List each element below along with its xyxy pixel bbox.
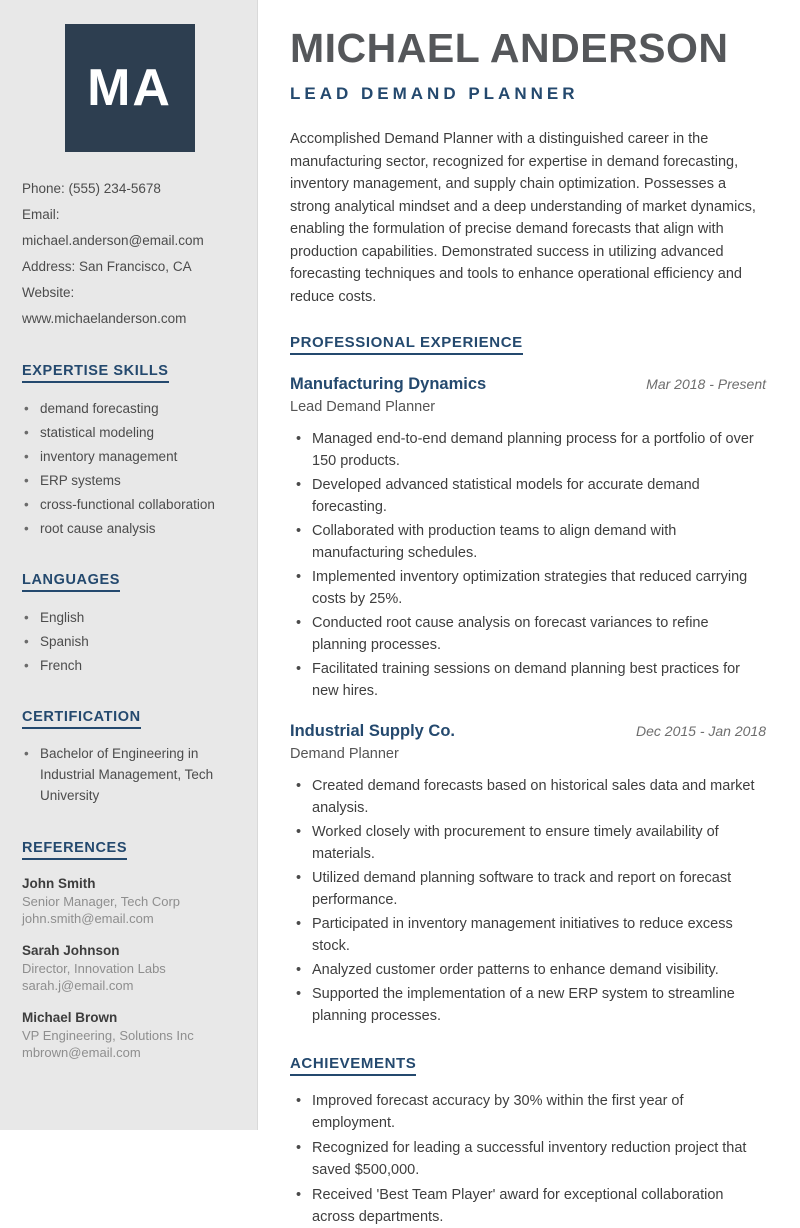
sidebar-section-references <box>22 839 237 1061</box>
job-bullet: • Collaborated with production teams to align demand with manufacturing schedules. <box>290 520 766 564</box>
achievements-list <box>290 1090 766 1228</box>
section-professional-experience <box>290 334 766 1027</box>
job-bullet: • Analyzed customer order patterns to enhance demand visibility. <box>290 959 766 981</box>
skill-item: • demand forecasting <box>22 397 237 421</box>
references-heading: REFERENCES <box>22 840 127 860</box>
achievement-bullet: • Improved forecast accuracy by 30% within the first year of employment. <box>290 1090 766 1134</box>
sidebar-section-skills <box>22 362 237 541</box>
candidate-name: MICHAEL ANDERSON <box>290 25 729 71</box>
job-header <box>290 722 766 741</box>
skill-item: • root cause analysis <box>22 517 237 541</box>
sidebar <box>0 0 258 1130</box>
reference-name: Sarah Johnson <box>22 943 120 958</box>
monogram-badge <box>65 24 195 152</box>
job-dates: Mar 2018 - Present <box>646 376 766 392</box>
job-bullet: • Managed end-to-end demand planning process for a portfolio of over 150 products. <box>290 428 766 472</box>
experience-job-2 <box>290 722 766 1027</box>
reference-email: john.smith@email.com <box>22 911 154 926</box>
language-item: • Spanish <box>22 630 237 654</box>
job-bullet: • Developed advanced statistical models for accurate demand forecasting. <box>290 474 766 518</box>
reference-title: Director, Innovation Labs <box>22 961 166 976</box>
section-achievements <box>290 1055 766 1228</box>
job-role: Demand Planner <box>290 746 399 762</box>
sidebar-section-certification <box>22 708 237 809</box>
reference-name: Michael Brown <box>22 1010 118 1025</box>
candidate-job-title: LEAD DEMAND PLANNER <box>290 84 579 103</box>
skills-list <box>22 397 237 541</box>
references-list <box>22 874 237 1061</box>
achievements-heading: ACHIEVEMENTS <box>290 1055 416 1076</box>
main-content <box>258 0 800 1225</box>
reference-name: John Smith <box>22 876 96 891</box>
job-bullet: • Supported the implementation of a new ERP system to streamline planning processes. <box>290 983 766 1027</box>
achievement-bullet: • Received 'Best Team Player' award for exceptional collaboration across departments. <box>290 1184 766 1228</box>
profile-summary: Accomplished Demand Planner with a distinguished career in the manufacturing sector, recognized for expertise in demand forecasting, inventory management, and supply chain optimization. Possesses a strong analytical mindset and a deep understanding of market dynamics, enabling the formulation of precise demand forecasts that align with production capabilities. Demonstrated success in utilizing advanced forecasting techniques and tools to enhance operational efficiency and reduce costs. <box>290 131 756 305</box>
job-bullet: • Utilized demand planning software to track and report on forecast performance. <box>290 867 766 911</box>
language-item: • French <box>22 654 237 678</box>
language-item: • English <box>22 606 237 630</box>
reference-email: sarah.j@email.com <box>22 978 134 993</box>
contact-info <box>22 176 237 332</box>
experience-heading: PROFESSIONAL EXPERIENCE <box>290 334 523 355</box>
reference-title: Senior Manager, Tech Corp <box>22 894 181 909</box>
skill-item: • inventory management <box>22 445 237 469</box>
skill-item: • ERP systems <box>22 469 237 493</box>
company-name: Manufacturing Dynamics <box>290 375 487 393</box>
reference-entry <box>22 941 237 994</box>
company-name: Industrial Supply Co. <box>290 722 456 740</box>
languages-list <box>22 606 237 678</box>
contact-line: Website: www.michaelanderson.com <box>22 285 187 326</box>
job-bullet: • Participated in inventory management initiatives to reduce excess stock. <box>290 913 766 957</box>
certification-list <box>22 743 237 809</box>
reference-title: VP Engineering, Solutions Inc <box>22 1028 194 1043</box>
contact-line: Address: San Francisco, CA <box>22 259 192 274</box>
contact-line: Phone: (555) 234-5678 <box>22 181 161 196</box>
job-bullet: • Conducted root cause analysis on forecast variances to refine planning processes. <box>290 612 766 656</box>
certification-heading: CERTIFICATION <box>22 709 141 729</box>
job-bullets <box>290 775 766 1027</box>
monogram-initials: MA <box>87 59 172 117</box>
achievement-bullet: • Recognized for leading a successful inventory reduction project that saved $500,000. <box>290 1137 766 1181</box>
reference-entry <box>22 1008 237 1061</box>
job-bullet: • Facilitated training sessions on demand planning best practices for new hires. <box>290 658 766 702</box>
contact-line: Email: michael.anderson@email.com <box>22 207 204 248</box>
job-dates: Dec 2015 - Jan 2018 <box>636 723 766 739</box>
experience-job-1 <box>290 375 766 702</box>
reference-entry <box>22 874 237 927</box>
sidebar-section-languages <box>22 571 237 678</box>
job-bullet: • Worked closely with procurement to ensure timely availability of materials. <box>290 821 766 865</box>
job-bullets <box>290 428 766 702</box>
job-bullet: • Created demand forecasts based on historical sales data and market analysis. <box>290 775 766 819</box>
skill-item: • cross-functional collaboration <box>22 493 237 517</box>
certification-item: • Bachelor of Engineering in Industrial Management, Tech University <box>22 743 237 809</box>
skill-item: • statistical modeling <box>22 421 237 445</box>
reference-email: mbrown@email.com <box>22 1045 141 1060</box>
job-role: Lead Demand Planner <box>290 399 436 415</box>
job-bullet: • Implemented inventory optimization strategies that reduced carrying costs by 25%. <box>290 566 766 610</box>
job-header <box>290 375 766 394</box>
languages-heading: LANGUAGES <box>22 572 120 592</box>
skills-heading: EXPERTISE SKILLS <box>22 363 169 383</box>
